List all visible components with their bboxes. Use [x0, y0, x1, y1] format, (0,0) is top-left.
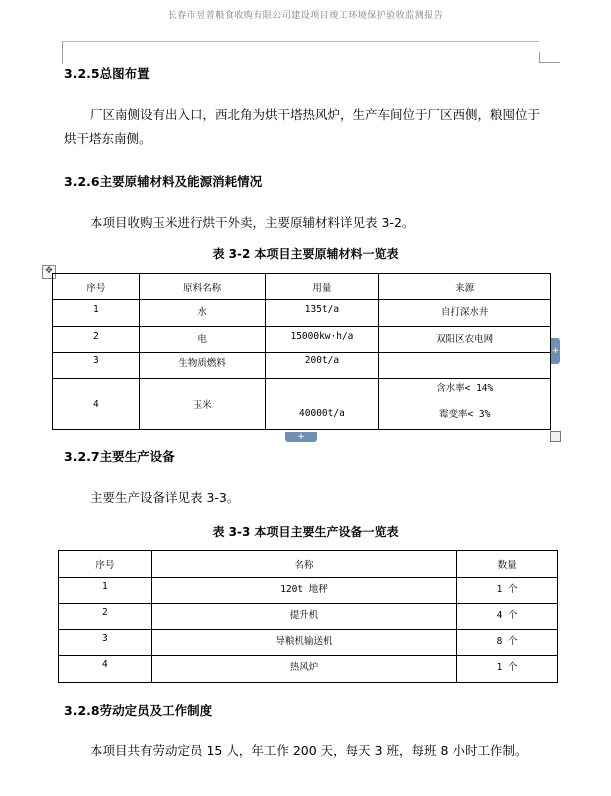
table-resize-handle-icon[interactable]	[550, 431, 561, 442]
table-cell[interactable]: 自打深水井	[379, 300, 551, 327]
table-cell[interactable]: 200t/a	[265, 353, 379, 379]
table-cell[interactable]: 4	[59, 656, 152, 683]
table-cell[interactable]: 热风炉	[151, 656, 456, 683]
table-cell[interactable]: 135t/a	[265, 300, 379, 327]
column-header: 序号	[59, 551, 152, 578]
table-row	[59, 656, 558, 683]
section-body-3-2-5: 厂区南侧设有出入口，西北角为烘干塔热风炉，生产车间位于厂区西侧，粮囤位于烘干塔东南侧。	[64, 107, 541, 146]
column-header: 用量	[265, 274, 379, 300]
table-cell[interactable]: 4	[53, 379, 140, 430]
table-row	[53, 327, 551, 353]
margin-corner-mark-left	[62, 42, 63, 64]
column-header: 序号	[53, 274, 140, 300]
table-cell[interactable]: 2	[53, 327, 140, 353]
section-body-3-2-7: 主要生产设备详见表 3-3。	[90, 490, 240, 505]
mildew-spec: 霉变率< 3%	[438, 409, 491, 420]
section-heading-3-2-5: 3.2.5总图布置	[64, 66, 150, 81]
table-cell[interactable]: 4 个	[457, 604, 558, 630]
column-header: 名称	[151, 551, 456, 578]
table-header-row	[53, 274, 551, 300]
table-cell[interactable]: 120t 地秤	[151, 578, 456, 604]
table-cell[interactable]: 8 个	[457, 630, 558, 656]
table-row	[59, 630, 558, 656]
table-3-3-caption: 表 3-3 本项目主要生产设备一览表	[212, 525, 399, 539]
table-3-2-caption: 表 3-2 本项目主要原辅材料一览表	[212, 247, 399, 261]
section-heading-3-2-7: 3.2.7主要生产设备	[64, 449, 175, 464]
table-cell[interactable]: 生物质燃料	[139, 353, 265, 379]
moisture-spec: 含水率< 14%	[436, 383, 494, 394]
materials-table	[52, 273, 551, 430]
table-cell[interactable]: 1 个	[457, 578, 558, 604]
table-cell[interactable]: 导粮机输送机	[151, 630, 456, 656]
equipment-table	[58, 550, 558, 683]
column-header: 来源	[379, 274, 551, 300]
table-row	[53, 300, 551, 327]
table-row	[59, 604, 558, 630]
section-heading-3-2-8: 3.2.8劳动定员及工作制度	[64, 703, 213, 718]
table-cell[interactable]	[379, 379, 551, 430]
table-cell[interactable]: 1	[59, 578, 152, 604]
table-row	[53, 379, 551, 430]
table-cell[interactable]: 1 个	[457, 656, 558, 683]
table-cell[interactable]: 玉米	[139, 379, 265, 430]
table-cell[interactable]: 3	[53, 353, 140, 379]
add-row-handle-icon[interactable]: +	[285, 432, 317, 442]
table-cell[interactable]: 15000kw·h/a	[265, 327, 379, 353]
table-move-handle-icon[interactable]: ✥	[42, 265, 56, 279]
table-cell[interactable]: 40000t/a	[265, 379, 379, 430]
table-cell[interactable]: 水	[139, 300, 265, 327]
column-header: 原料名称	[139, 274, 265, 300]
section-body-3-2-8: 本项目共有劳动定员 15 人，年工作 200 天，每天 3 班，每班 8 小时工作制。	[90, 743, 528, 758]
section-body-3-2-6: 本项目收购玉米进行烘干外卖，主要原辅材料详见表 3-2。	[90, 215, 415, 230]
table-cell[interactable]: 提升机	[151, 604, 456, 630]
page-header: 长春市昱普粮食收购有限公司建设项目竣工环境保护验收监测报告	[167, 11, 444, 21]
table-row	[59, 578, 558, 604]
table-cell[interactable]: 3	[59, 630, 152, 656]
table-cell[interactable]: 电	[139, 327, 265, 353]
table-cell[interactable]: 2	[59, 604, 152, 630]
table-cell[interactable]: 双阳区农电网	[379, 327, 551, 353]
header-divider	[62, 41, 539, 42]
column-header: 数量	[457, 551, 558, 578]
margin-corner-mark-right	[539, 52, 560, 63]
section-heading-3-2-6: 3.2.6主要原辅材料及能源消耗情况	[64, 174, 263, 189]
table-cell[interactable]	[379, 353, 551, 379]
table-row	[53, 353, 551, 379]
add-column-handle-icon[interactable]: +	[551, 338, 560, 364]
table-header-row	[59, 551, 558, 578]
table-cell[interactable]: 1	[53, 300, 140, 327]
